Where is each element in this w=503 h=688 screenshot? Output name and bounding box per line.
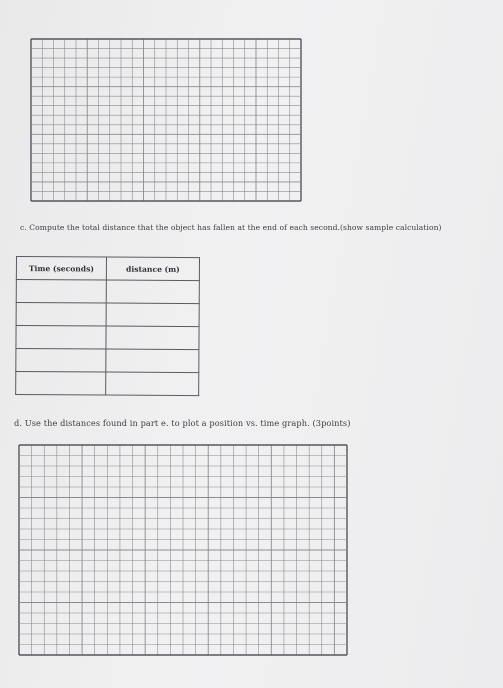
table-row (16, 303, 199, 327)
table-row (16, 326, 199, 350)
table-row (16, 349, 199, 373)
grid-lines (18, 444, 348, 656)
graph-paper-top (30, 38, 302, 202)
graph-paper-bottom (18, 444, 348, 656)
table-header-row (16, 257, 199, 281)
table-cell (16, 326, 106, 350)
table-cell (106, 349, 199, 373)
header-time-seconds: Time (seconds) (16, 257, 106, 281)
question-d-text: d. Use the distances found in part e. to plot a position vs. time graph. (3points) (14, 418, 351, 428)
table-cell (106, 372, 199, 396)
grid-lines (30, 38, 302, 202)
table-cell (16, 349, 106, 373)
table-cell (106, 326, 199, 350)
table-cell (16, 372, 106, 396)
question-c-text: c. Compute the total distance that the object has fallen at the end of each second.(show sample calculation) (20, 223, 442, 232)
table-row (16, 280, 199, 304)
header-distance-m: distance (m) (106, 257, 199, 281)
table-cell (16, 303, 106, 327)
time-distance-table (15, 256, 200, 396)
table-cell (106, 303, 199, 327)
table-cell (16, 280, 106, 304)
table-row (16, 372, 199, 396)
table-cell (106, 280, 199, 304)
